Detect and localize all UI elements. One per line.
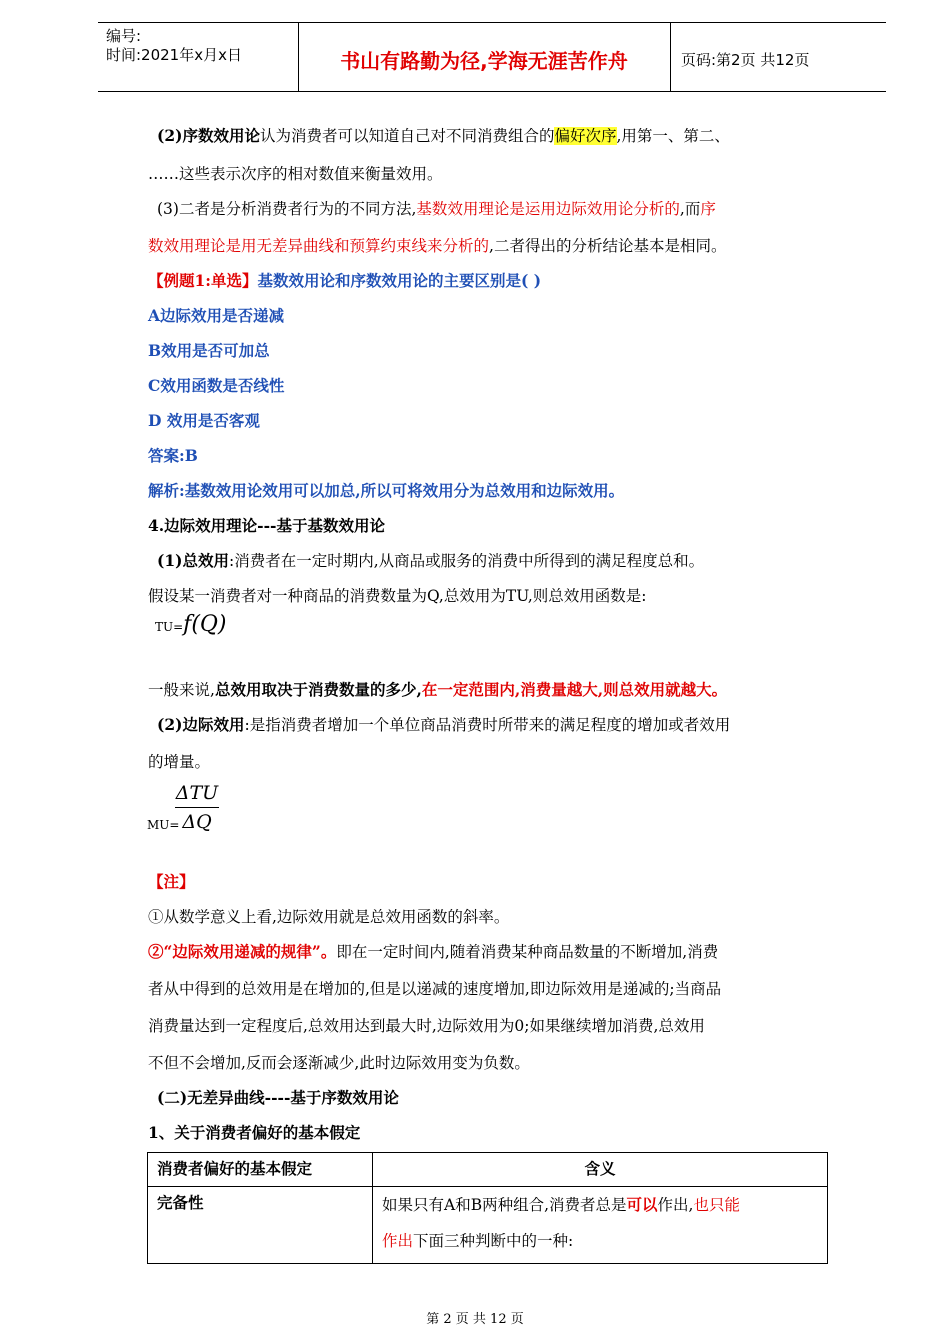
paragraph-line (148, 234, 726, 256)
number-label: 编号: (106, 27, 142, 45)
table-header-cell: 含义 (373, 1153, 828, 1187)
text: ,二者得出的分析结论基本是相同。 (489, 237, 727, 255)
marginal-utility-definition (157, 713, 730, 735)
header-divider (670, 23, 671, 91)
section-heading: 4.边际效用理论---基于基数效用论 (148, 516, 385, 535)
red-text: ②“边际效用递减的规律”。 (148, 942, 337, 961)
paragraph-general (148, 678, 727, 700)
header-page-label: 页码:第2页 共12页 (681, 51, 810, 69)
highlight-text: 偏好次序 (554, 127, 617, 145)
fraction-numerator: ΔTU (175, 782, 219, 804)
page-footer: 第 2 页 共 12 页 (426, 1312, 524, 1327)
paragraph-line: 消费量达到一定程度后,总效用达到最大时,边际效用为0;如果继续增加消费,总效用 (148, 1017, 705, 1035)
paragraph-line: 的增量。 (148, 753, 211, 771)
preference-assumptions-table (147, 1152, 828, 1264)
option-a: A边际效用是否递减 (148, 306, 285, 325)
text: 一般来说, (148, 681, 215, 699)
red-text: 作出 (382, 1232, 414, 1250)
section-heading: (二)无差异曲线----基于序数效用论 (157, 1088, 399, 1107)
item-number: (1) (157, 551, 183, 570)
text: 如果只有A和B两种组合,消费者总是 (382, 1196, 627, 1214)
paragraph-ordinal-utility (157, 124, 730, 146)
note-heading: 【注】 (148, 872, 195, 891)
table-row (148, 1187, 828, 1264)
paragraph-line: 者从中得到的总效用是在增加的,但是以递减的速度增加,即边际效用是递减的;当商品 (148, 980, 722, 998)
example-question (148, 269, 541, 291)
term: 总效用 (182, 551, 229, 570)
formula-fraction (175, 782, 219, 833)
item-number: (2) (157, 715, 183, 734)
text: 作出, (657, 1196, 694, 1214)
text: 认为消费者可以知道自己对不同消费组合的 (259, 127, 555, 145)
text: 即在一定时间内,随着消费某种商品数量的不断增加,消费 (336, 943, 719, 961)
table-header-row (148, 1153, 828, 1187)
red-text: 基数效用理论是运用边际效用论分析的 (416, 200, 680, 218)
analysis: 解析:基数效用论效用可以加总,所以可将效用分为总效用和边际效用。 (148, 481, 625, 500)
red-text: 序 (700, 200, 716, 218)
answer: 答案:B (148, 446, 198, 465)
paragraph-line: 假设某一消费者对一种商品的消费数量为Q,总效用为TU,则总效用函数是: (148, 587, 647, 605)
text: :是指消费者增加一个单位商品消费时所带来的满足程度的增加或者效用 (244, 716, 731, 734)
header-motto: 书山有路勤为径,学海无涯苦作舟 (340, 49, 628, 73)
red-text: 在一定范围内,消费量越大,则总效用就越大。 (421, 680, 728, 699)
note-item-1: ①从数学意义上看,边际效用就是总效用函数的斜率。 (148, 908, 510, 926)
formula-total-utility (155, 612, 227, 637)
text: ,而 (679, 200, 701, 218)
option-d: D 效用是否客观 (148, 411, 260, 430)
example-tag: 【例题1:单选】 (148, 271, 258, 290)
option-b: B效用是否可加总 (148, 341, 270, 360)
fraction-denominator: ΔQ (182, 811, 212, 833)
header-meta (106, 27, 296, 65)
option-c: C效用函数是否线性 (148, 376, 285, 395)
table-header-cell: 消费者偏好的基本假定 (148, 1153, 373, 1187)
red-text: 数效用理论是用无差异曲线和预算约束线来分析的 (148, 237, 490, 255)
text: 下面三种判断中的一种: (413, 1232, 574, 1250)
note-item-2 (148, 940, 718, 962)
text: :消费者在一定时期内,从商品或服务的消费中所得到的满足程度总和。 (228, 552, 705, 570)
paragraph-line: 不但不会增加,反而会逐渐减少,此时边际效用变为负数。 (148, 1054, 530, 1072)
page-header (98, 22, 886, 92)
formula-rhs: f(Q) (183, 612, 227, 637)
paragraph-line: ……这些表示次序的相对数值来衡量效用。 (148, 165, 443, 183)
item-number: (2) (157, 126, 183, 145)
text: ,用第一、第二、 (616, 127, 730, 145)
formula-lhs: TU= (155, 620, 184, 634)
table-cell (373, 1187, 828, 1264)
red-text: 也只能 (693, 1196, 740, 1214)
term: 序数效用论 (182, 126, 260, 145)
paragraph-comparison (157, 197, 716, 219)
question-text: 基数效用论和序数效用论的主要区别是( ) (257, 271, 542, 290)
term: 边际效用 (182, 715, 245, 734)
formula-lhs: MU= (147, 818, 180, 832)
time-label: 时间:2021年x月x日 (106, 46, 242, 64)
bold-text: 总效用取决于消费数量的多少, (214, 680, 422, 699)
fraction-bar (175, 807, 219, 808)
text: (3)二者是分析消费者行为的不同方法, (157, 200, 417, 218)
subsection-heading: 1、关于消费者偏好的基本假定 (148, 1123, 361, 1142)
table-cell: 完备性 (148, 1187, 373, 1264)
total-utility-definition (157, 549, 704, 571)
red-text: 可以 (626, 1195, 658, 1214)
